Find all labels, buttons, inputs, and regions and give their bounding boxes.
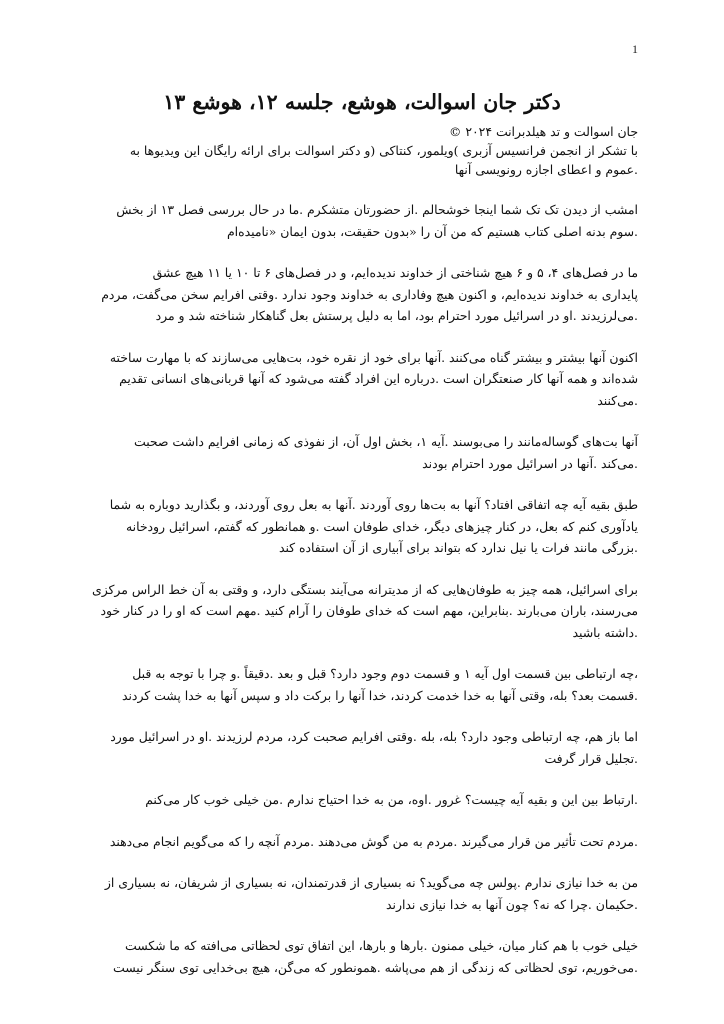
paragraph — [86, 431, 638, 474]
paragraph-line: ،چه ارتباطی بین قسمت اول آیه ۱ و قسمت دوم وجود دارد؟ قبل و بعد .دقیقاً .و چرا با توجه به قبل — [132, 666, 638, 681]
paragraph-line: .می‌لرزیدند .او در اسرائیل مورد احترام بود، اما به دلیل پرستش بعل گناهکار شناخته شد و مرد — [155, 308, 638, 323]
paragraph-line: .حکیمان .چرا که نه؟ چون آنها به خدا نیازی ندارند — [386, 896, 638, 912]
paragraph-line: ما در فصل‌های ۴، ۵ و ۶ هیچ شناختی از خداوند ندیده‌ایم، و در فصل‌های ۶ تا ۱۰ یا ۱۱ هیچ عشق — [152, 265, 638, 280]
paragraph-line: .سوم بدنه اصلی کتاب هستیم که من آن را «بدون حقیقت، بدون ایمان «نامیده‌ام — [227, 223, 638, 239]
copyright-block — [86, 122, 638, 179]
paragraph-line: امشب از دیدن تک تک شما اینجا خوشحالم .از حضورتان متشکرم .ما در حال بررسی فصل ۱۳ از بخش — [116, 202, 638, 217]
paragraph-line: من به خدا نیازی ندارم .پولس چه می‌گوید؟ نه بسیاری از قدرتمندان، نه بسیاری از شریفان، نه بسیاری از — [104, 875, 638, 890]
paragraph — [86, 872, 638, 915]
paragraph-line: .می‌کنند — [597, 392, 638, 408]
paragraph-line: شده‌اند و همه آنها کار صنعتگران است .درباره این افراد گفته می‌شود که آنها قربانی‌های انسانی تقدیم — [119, 371, 638, 386]
paragraph-line: اما باز هم، چه ارتباطی وجود دارد؟ بله، بله .وقتی افرایم صحبت کرد، مردم لرزیدند .او در اسرائیل مورد — [110, 729, 638, 744]
paragraph — [86, 663, 638, 706]
paragraph-line: خیلی خوب با هم کنار میان، خیلی ممنون .بارها و بارها، این اتفاق توی لحظاتی می‌افته که ما شکست — [125, 938, 638, 953]
paragraph-line: .مردم تحت تأثیر من قرار می‌گیرند .مردم به من گوش می‌دهند .مردم آنچه را که می‌گویم انجام می‌دهند — [109, 833, 638, 849]
paragraph-line: می‌رسند، باران می‌بارند .بنابراین، مهم است که خدای طوفان را آرام کنید .مهم است که او را در کنار خود — [100, 603, 638, 618]
document-title: دکتر جان اسوالت، هوشع، جلسه ۱۲، هوشع ۱۳ — [163, 90, 561, 114]
paragraph-line: .بزرگی مانند فرات یا نیل ندارد که بتواند برای آبیاری از آن استفاده کند — [278, 540, 638, 555]
paragraph — [86, 262, 638, 327]
paragraph-line: اکنون آنها بیشتر و بیشتر گناه می‌کنند .آنها برای خود از نقره خود، بت‌هایی می‌سازند که با مهارت ساخته — [109, 349, 638, 365]
paragraph — [86, 789, 638, 811]
copyright-line: جان اسوالت و تد هیلدبرانت ۲۰۲۴ © — [449, 124, 638, 139]
paragraph-line: پایداری به خداوند ندیده‌ایم، و اکنون هیچ وفاداری به خداوند وجود ندارد .وقتی افرایم سخن می‌گفت، مردم — [101, 286, 638, 302]
document-body — [86, 88, 638, 998]
paragraph-line: .قسمت بعد؟ بله، وقتی آنها به خدا خدمت کردند، خدا آنها را برکت داد و سپس آنها به خدا پشت کردند — [121, 687, 638, 703]
paragraph — [86, 831, 638, 853]
paragraph — [86, 935, 638, 978]
paragraph — [86, 726, 638, 769]
paragraph — [86, 347, 638, 412]
paragraph-line: .می‌خوریم، توی لحظاتی که زندگی از هم می‌پاشه .همونطور که می‌گن، هیچ بی‌خدایی توی سنگر نیست — [113, 959, 638, 975]
acknowledgement-line-end: .عموم و اعطای اجازه رونویسی آنها — [454, 162, 638, 177]
transcript-paragraphs — [86, 199, 638, 978]
paragraph — [86, 199, 638, 242]
paragraph-line: .داشته باشید — [572, 624, 638, 640]
paragraph-line: یادآوری کنم که بعل، در کنار چیزهای دیگر، خدای طوفان است .و همانطور که گفتم، اسرائیل رودخانه — [125, 518, 638, 534]
paragraph-line: .می‌کند .آنها در اسرائیل مورد احترام بودند — [422, 455, 638, 471]
paragraph — [86, 579, 638, 644]
page-number: 1 — [632, 42, 638, 56]
acknowledgement-line: با تشکر از انجمن فرانسیس آزبری )ویلمور، کنتاکی (و دکتر اسوالت برای ارائه رایگان این ویدیوها به — [129, 143, 638, 158]
paragraph-line: برای اسرائیل، همه چیز به طوفان‌هایی که از مدیترانه می‌آیند بستگی دارد، و وقتی به آن خط الراس مرکزی — [92, 581, 638, 597]
paragraph-line: آنها بت‌های گوساله‌مانند را می‌بوسند .آیه ۱، بخش اول آن، از نفوذی که زمانی افرایم داشت صحبت — [134, 434, 638, 449]
paragraph-line: .تجلیل قرار گرفت — [544, 750, 638, 766]
paragraph-line: .ارتباط بین این و بقیه آیه چیست؟ غرور .اوه، من به خدا احتیاج ندارم .من خیلی خوب کار می‌کنم — [145, 792, 638, 807]
paragraph-line: طبق بقیه آیه چه اتفاقی افتاد؟ آنها به بت‌ها روی آوردند .آنها به بعل روی آوردند، و بگذارید دوباره به شما — [109, 497, 638, 512]
paragraph — [86, 494, 638, 559]
